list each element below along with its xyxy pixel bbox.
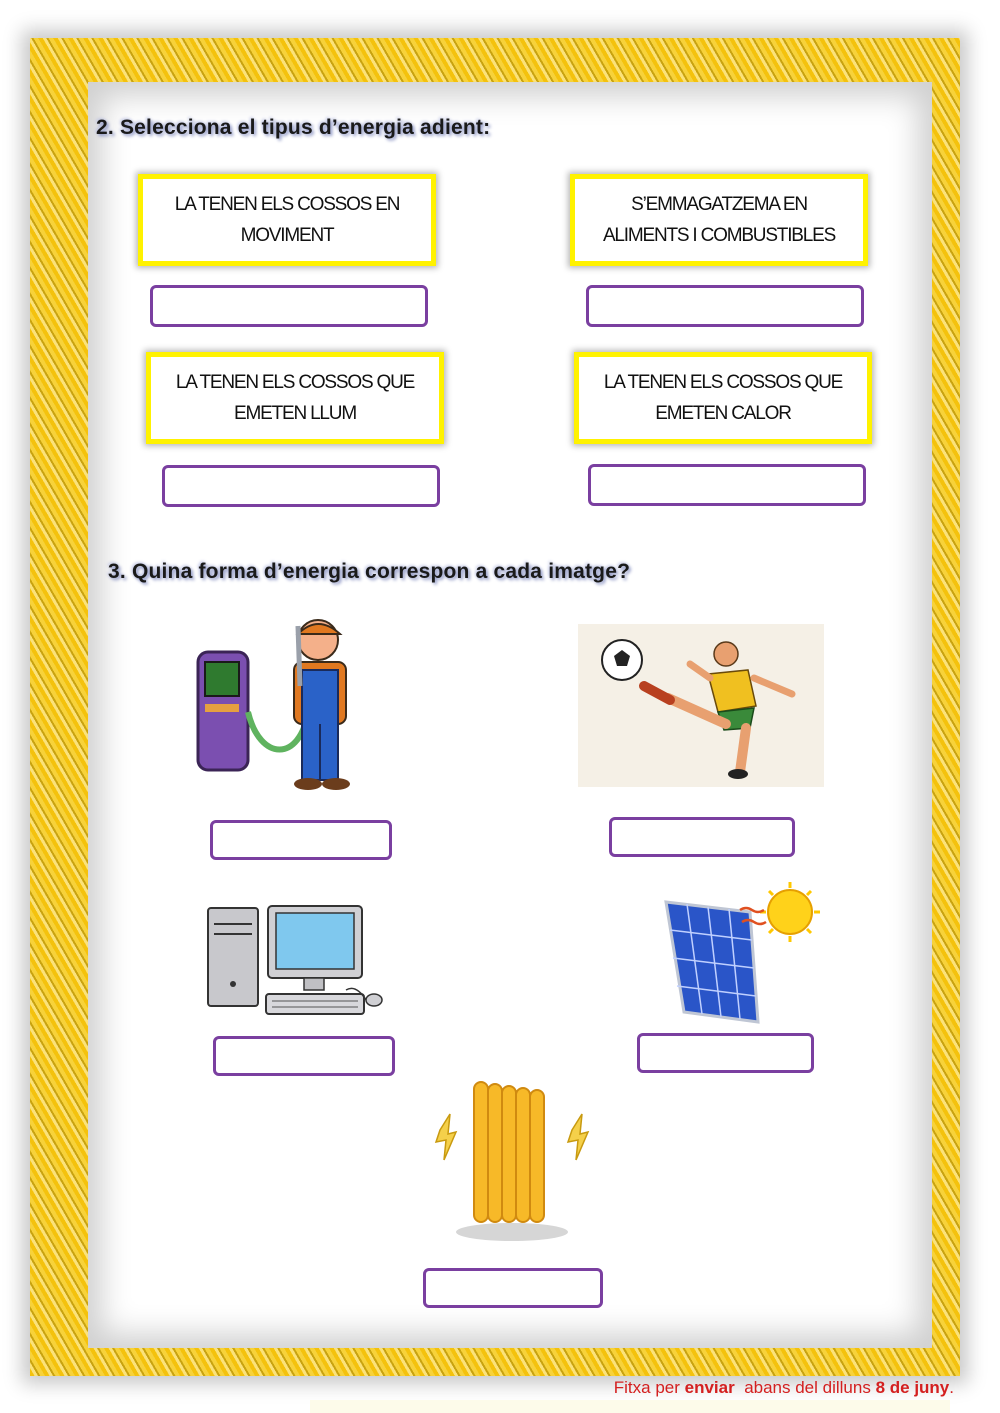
concept-card-motion <box>138 174 436 266</box>
footer-action: enviar <box>684 1378 735 1397</box>
concept-text-line: LA TENEN ELS COSSOS EN <box>174 194 400 215</box>
concept-text-line: EMETEN LLUM <box>234 403 356 424</box>
answer-field-soccer[interactable] <box>609 817 795 857</box>
concept-card-heat <box>574 352 872 444</box>
concept-card-stored <box>570 174 868 266</box>
footer-suffix: . <box>949 1378 954 1397</box>
concept-text-line: S’EMMAGATZEMA EN <box>631 194 807 215</box>
concept-text-line: EMETEN CALOR <box>655 403 791 424</box>
footer-prefix: Fitxa per <box>613 1378 680 1397</box>
concept-text-line: LA TENEN ELS COSSOS QUE <box>603 372 843 393</box>
answer-field-solar[interactable] <box>637 1033 814 1073</box>
concept-text-line: LA TENEN ELS COSSOS QUE <box>175 372 415 393</box>
solar-panel-image <box>662 880 827 1028</box>
computer-image <box>206 904 388 1018</box>
answer-field-gas-pump[interactable] <box>210 820 392 860</box>
concept-card-light <box>146 352 444 444</box>
answer-field-motion[interactable] <box>150 285 428 327</box>
gas-pump-worker-image <box>190 612 375 797</box>
radiator-image <box>420 1074 602 1244</box>
concept-text-line: MOVIMENT <box>240 225 334 246</box>
answer-field-heat[interactable] <box>588 464 866 506</box>
soccer-player-image <box>578 624 824 787</box>
bottom-strip <box>310 1400 950 1413</box>
footer-note <box>614 1378 954 1398</box>
answer-field-light[interactable] <box>162 465 440 507</box>
footer-middle: abans del dilluns <box>744 1378 871 1397</box>
concept-text-line: ALIMENTS I COMBUSTIBLES <box>602 225 836 246</box>
answer-field-computer[interactable] <box>213 1036 395 1076</box>
footer-date: 8 de juny <box>875 1378 950 1397</box>
section-3-title: 3. Quina forma d’energia correspon a cada imatge? <box>108 560 631 583</box>
answer-field-stored[interactable] <box>586 285 864 327</box>
answer-field-radiator[interactable] <box>423 1268 603 1308</box>
section-2-title: 2. Selecciona el tipus d’energia adient: <box>96 116 491 139</box>
